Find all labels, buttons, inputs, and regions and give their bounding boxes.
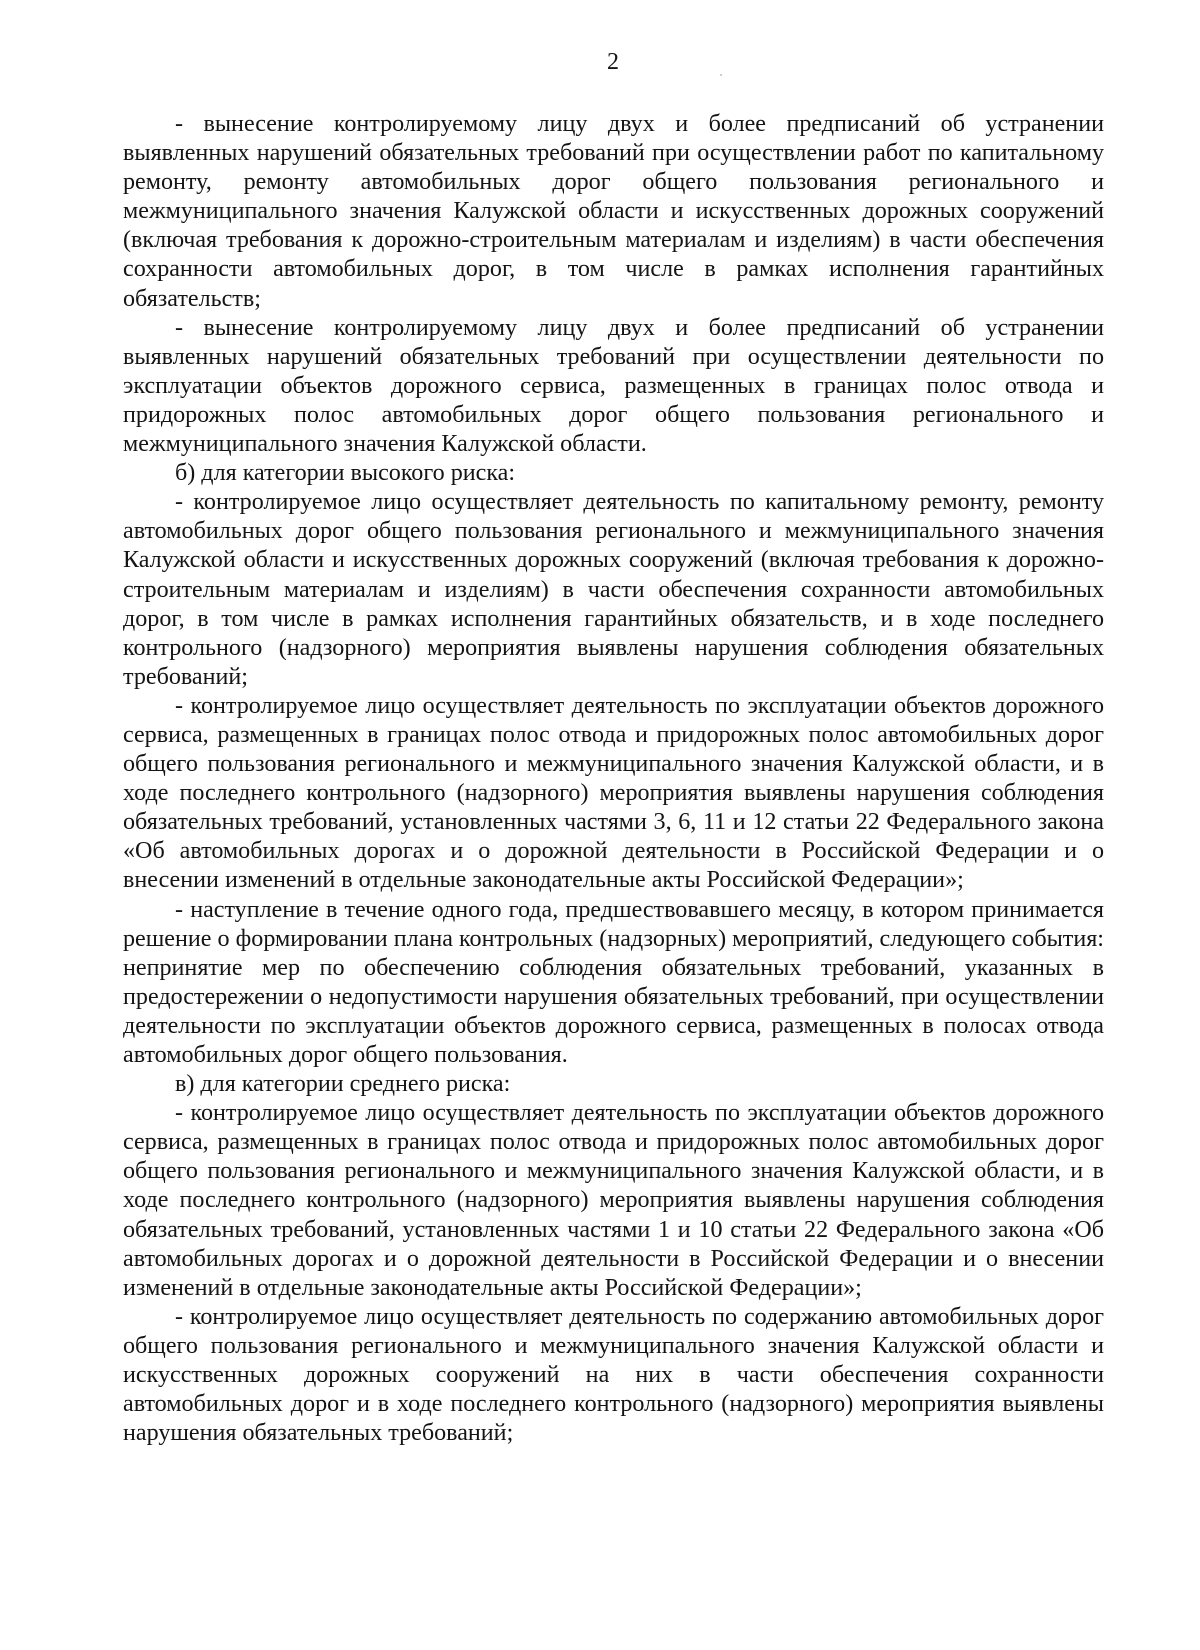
paragraph-high-risk-service: - контролируемое лицо осуществляет деятельность по эксплуатации объектов дорожного сервиса, размещенных в границах полос отвода и придорожных полос автомобильных дорог общего пользования регионального и межмуниципального значения Калужской области, и в ходе последнего контрольного (надзорного) мероприятия выявлены нарушения соблюдения обязательных требований, установленных частями 3, 6, 11 и 12 статьи 22 Федерального закона «Об автомобильных дорогах и о дорожной деятельности в Российской Федерации и о внесении изменений в отдельные законодательные акты Российской Федерации»; xyxy=(123,692,1104,894)
heading-medium-risk: в) для категории среднего риска: xyxy=(175,1071,511,1098)
paragraph-prescriptions-repair: - вынесение контролируемому лицу двух и более предписаний об устранении выявленных нарушений обязательных требований при осуществлении работ по капитальному ремонту, ремонту автомобильных дорог общего пользования регионального и межмуниципального значения Калужской области и искусственных дорожных сооружений (включая требования к дорожно-строительным материалам и изделиям) в части обеспечения сохранности автомобильных дорог, в том числе в рамках исполнения гарантийных обязательств; xyxy=(123,111,1104,312)
heading-high-risk: б) для категории высокого риска: xyxy=(175,460,516,487)
paragraph-prescriptions-service: - вынесение контролируемому лицу двух и более предписаний об устранении выявленных нарушений обязательных требований при осуществлении деятельности по эксплуатации объектов дорожного сервиса, размещенных в границах полос отвода и придорожных полос автомобильных дорог общего пользования регионального и межмуниципального значения Калужской области. xyxy=(123,314,1104,458)
paragraph-medium-risk-maintenance: - контролируемое лицо осуществляет деятельность по содержанию автомобильных дорог общего пользования регионального и межмуниципального значения Калужской области и искусственных дорожных сооружений на них в части обеспечения сохранности автомобильных дорог и в ходе последнего контрольного (надзорного) мероприятия выявлены нарушения обязательных требований; xyxy=(123,1303,1104,1447)
scan-speck xyxy=(720,74,722,76)
page-number: 2 xyxy=(607,49,619,75)
document-body xyxy=(123,110,1104,1448)
paragraph-medium-risk-service: - контролируемое лицо осуществляет деятельность по эксплуатации объектов дорожного сервиса, размещенных в границах полос отвода и придорожных полос автомобильных дорог общего пользования регионального и межмуниципального значения Калужской области, и в ходе последнего контрольного (надзорного) мероприятия выявлены нарушения соблюдения обязательных требований, установленных частями 1 и 10 статьи 22 Федерального закона «Об автомобильных дорогах и о дорожной деятельности в Российской Федерации и о внесении изменений в отдельные законодательные акты Российской Федерации»; xyxy=(123,1100,1104,1301)
paragraph-high-risk-repair: - контролируемое лицо осуществляет деятельность по капитальному ремонту, ремонту автомобильных дорог общего пользования регионального и межмуниципального значения Калужской области и искусственных дорожных сооружений (включая требования к дорожно-строительным материалам и изделиям) в части обеспечения сохранности автомобильных дорог, в том числе в рамках исполнения гарантийных обязательств, и в ходе последнего контрольного (надзорного) мероприятия выявлены нарушения соблюдения обязательных требований; xyxy=(123,489,1104,690)
paragraph-high-risk-warning: - наступление в течение одного года, предшествовавшего месяцу, в котором принимается решение о формировании плана контрольных (надзорных) мероприятий, следующего события: непринятие мер по обеспечению соблюдения обязательных требований, указанных в предостережении о недопустимости нарушения обязательных требований, при осуществлении деятельности по эксплуатации объектов дорожного сервиса, размещенных в полосах отвода автомобильных дорог общего пользования. xyxy=(123,896,1104,1068)
